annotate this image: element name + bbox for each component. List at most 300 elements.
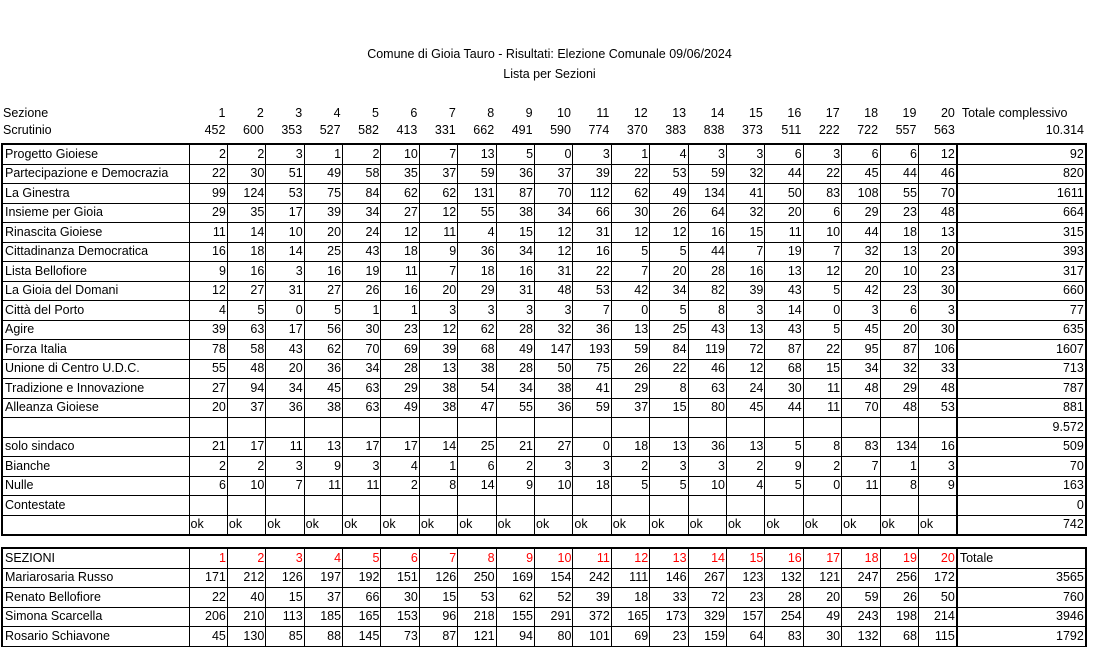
- cell-value: 12: [419, 320, 457, 340]
- section-number: 14: [710, 106, 725, 120]
- cell-value: 6: [803, 203, 841, 223]
- cell-value: 13: [765, 262, 803, 282]
- cell-value: 62: [611, 184, 649, 204]
- cell-value: 10: [803, 223, 841, 243]
- cell-value: [842, 496, 880, 516]
- section-number: 13: [650, 548, 688, 568]
- cell-value: 45: [189, 627, 227, 647]
- cell-value: 29: [458, 281, 496, 301]
- row-total: 660: [957, 281, 1086, 301]
- row-total: 760: [957, 588, 1086, 608]
- check-ok: ok: [343, 515, 381, 535]
- cell-value: 20: [650, 262, 688, 282]
- cell-value: 73: [381, 627, 419, 647]
- cell-value: 25: [650, 320, 688, 340]
- cell-value: 70: [918, 184, 956, 204]
- section-number: 1: [218, 106, 226, 120]
- cell-value: 46: [918, 164, 956, 184]
- cell-value: 39: [573, 164, 611, 184]
- cell-value: 12: [803, 262, 841, 282]
- section-number: 8: [487, 106, 495, 120]
- row-total: 315: [957, 223, 1086, 243]
- cell-value: 48: [842, 379, 880, 399]
- cell-value: 34: [496, 379, 534, 399]
- list-row: [2, 398, 1086, 418]
- cell-value: 49: [803, 607, 841, 627]
- check-ok: ok: [611, 515, 649, 535]
- cell-value: 82: [688, 281, 726, 301]
- cell-value: 38: [419, 379, 457, 399]
- cell-value: 7: [419, 144, 457, 164]
- cell-value: 30: [343, 320, 381, 340]
- cell-value: 112: [573, 184, 611, 204]
- section-number: 15: [748, 106, 763, 120]
- cell-value: 3: [573, 144, 611, 164]
- cell-value: 8: [419, 476, 457, 496]
- cell-value: 26: [611, 359, 649, 379]
- cell-value: 84: [343, 184, 381, 204]
- cell-value: 2: [496, 457, 534, 477]
- cell-value: 56: [304, 320, 342, 340]
- cell-value: 4: [189, 301, 227, 321]
- cell-value: 16: [381, 281, 419, 301]
- cell-value: 14: [266, 242, 304, 262]
- cell-value: 43: [688, 320, 726, 340]
- cell-value: 2: [227, 144, 265, 164]
- section-number: 11: [573, 548, 611, 568]
- cell-value: 12: [419, 203, 457, 223]
- row-label: La Ginestra: [2, 184, 189, 204]
- cell-value: 53: [266, 184, 304, 204]
- scrutinio-value: 600: [242, 123, 264, 137]
- empty-cell: [2, 418, 189, 438]
- cell-value: 63: [688, 379, 726, 399]
- row-total: 787: [957, 379, 1086, 399]
- cell-value: 2: [189, 144, 227, 164]
- cell-value: 10: [266, 223, 304, 243]
- check-ok: ok: [189, 515, 227, 535]
- list-row: [2, 184, 1086, 204]
- cell-value: 34: [496, 242, 534, 262]
- cell-value: 39: [573, 588, 611, 608]
- row-total: 3946: [957, 607, 1086, 627]
- cell-value: [381, 496, 419, 516]
- cell-value: [189, 496, 227, 516]
- row-label: Insieme per Gioia: [2, 203, 189, 223]
- cell-value: 43: [765, 320, 803, 340]
- cell-value: 58: [227, 340, 265, 360]
- cell-value: 13: [458, 144, 496, 164]
- empty-cell: [304, 418, 342, 438]
- list-row: [2, 223, 1086, 243]
- cell-value: 68: [765, 359, 803, 379]
- cell-value: 7: [611, 262, 649, 282]
- cell-value: 16: [496, 262, 534, 282]
- scrutinio-value: 383: [665, 123, 687, 137]
- cell-value: 11: [189, 223, 227, 243]
- row-label: Progetto Gioiese: [2, 144, 189, 164]
- list-row: [2, 242, 1086, 262]
- cell-value: 218: [458, 607, 496, 627]
- cell-value: 6: [842, 144, 880, 164]
- cell-value: 41: [573, 379, 611, 399]
- cell-value: 2: [343, 144, 381, 164]
- row-label: Forza Italia: [2, 340, 189, 360]
- cell-value: 165: [343, 607, 381, 627]
- cell-value: 13: [650, 437, 688, 457]
- lists-results-table: [1, 143, 1087, 536]
- cell-value: 12: [535, 223, 573, 243]
- cell-value: 26: [343, 281, 381, 301]
- check-ok: ok: [381, 515, 419, 535]
- cell-value: 19: [765, 242, 803, 262]
- cell-value: 7: [266, 476, 304, 496]
- section-number: 6: [381, 548, 419, 568]
- cell-value: 70: [343, 340, 381, 360]
- cell-value: 17: [343, 437, 381, 457]
- cell-value: 87: [880, 340, 918, 360]
- cell-value: 146: [650, 568, 688, 588]
- cell-value: 13: [611, 320, 649, 340]
- cell-value: 12: [726, 359, 764, 379]
- cell-value: 35: [227, 203, 265, 223]
- cell-value: 3: [842, 301, 880, 321]
- cell-value: 87: [496, 184, 534, 204]
- cell-value: 27: [227, 281, 265, 301]
- check-ok: ok: [304, 515, 342, 535]
- cell-value: 75: [573, 359, 611, 379]
- cell-value: 39: [419, 340, 457, 360]
- lists-total: 9.572: [957, 418, 1086, 438]
- total-complessivo-label: Totale complessivo: [961, 106, 1068, 120]
- cell-value: 171: [189, 568, 227, 588]
- cell-value: 16: [227, 262, 265, 282]
- cell-value: 64: [688, 203, 726, 223]
- cell-value: 30: [381, 588, 419, 608]
- cell-value: 250: [458, 568, 496, 588]
- cell-value: 3: [726, 144, 764, 164]
- cell-value: 23: [880, 203, 918, 223]
- cell-value: 47: [458, 398, 496, 418]
- scrutinio-value: 563: [933, 123, 955, 137]
- cell-value: [611, 496, 649, 516]
- cell-value: 48: [880, 398, 918, 418]
- cell-value: 124: [227, 184, 265, 204]
- check-ok: ok: [419, 515, 457, 535]
- cell-value: 36: [688, 437, 726, 457]
- cell-value: 30: [611, 203, 649, 223]
- cell-value: 52: [535, 588, 573, 608]
- scrutinio-value: 353: [281, 123, 303, 137]
- cell-value: 87: [419, 627, 457, 647]
- scrutinio-value: 222: [818, 123, 840, 137]
- other-votes-row: [2, 496, 1086, 516]
- row-label: Agire: [2, 320, 189, 340]
- cell-value: 17: [227, 437, 265, 457]
- cell-value: 29: [189, 203, 227, 223]
- cell-value: 4: [650, 144, 688, 164]
- cell-value: 3: [918, 301, 956, 321]
- cell-value: 22: [803, 340, 841, 360]
- row-total: 393: [957, 242, 1086, 262]
- cell-value: 22: [573, 262, 611, 282]
- cell-value: 0: [573, 437, 611, 457]
- cell-value: 36: [496, 164, 534, 184]
- cell-value: 39: [189, 320, 227, 340]
- cell-value: [496, 496, 534, 516]
- sezione-header-row: [1, 105, 1085, 122]
- cell-value: 132: [765, 568, 803, 588]
- cell-value: 15: [803, 359, 841, 379]
- cell-value: 30: [803, 627, 841, 647]
- cell-value: 18: [458, 262, 496, 282]
- cell-value: 9: [419, 242, 457, 262]
- cell-value: 96: [419, 607, 457, 627]
- cell-value: 33: [918, 359, 956, 379]
- cell-value: 11: [381, 262, 419, 282]
- scrutinio-value: 452: [204, 123, 226, 137]
- check-ok: ok: [266, 515, 304, 535]
- cell-value: 7: [842, 457, 880, 477]
- cell-value: 24: [343, 223, 381, 243]
- cell-value: 3: [343, 457, 381, 477]
- cell-value: 55: [189, 359, 227, 379]
- cell-value: 62: [381, 184, 419, 204]
- cell-value: 66: [343, 588, 381, 608]
- check-row: [2, 515, 1086, 535]
- cell-value: 37: [304, 588, 342, 608]
- cell-value: 13: [726, 320, 764, 340]
- cell-value: 3: [688, 457, 726, 477]
- list-row: [2, 379, 1086, 399]
- cell-value: 5: [650, 301, 688, 321]
- cell-value: 3: [419, 301, 457, 321]
- row-label: Simona Scarcella: [2, 607, 189, 627]
- cell-value: 48: [918, 203, 956, 223]
- cell-value: 2: [189, 457, 227, 477]
- cell-value: 11: [304, 476, 342, 496]
- cell-value: 37: [227, 398, 265, 418]
- cell-value: 3: [726, 301, 764, 321]
- check-ok: ok: [765, 515, 803, 535]
- cell-value: 12: [381, 223, 419, 243]
- cell-value: 0: [611, 301, 649, 321]
- cell-value: 7: [573, 301, 611, 321]
- cell-value: 16: [726, 262, 764, 282]
- cell-value: 5: [650, 242, 688, 262]
- section-number: 17: [803, 548, 841, 568]
- section-number: 8: [458, 548, 496, 568]
- section-number: 3: [266, 548, 304, 568]
- cell-value: 13: [880, 242, 918, 262]
- cell-value: 12: [189, 281, 227, 301]
- cell-value: 22: [611, 164, 649, 184]
- cell-value: 13: [726, 437, 764, 457]
- row-label: La Gioia del Domani: [2, 281, 189, 301]
- cell-value: 13: [918, 223, 956, 243]
- candidate-row: [2, 607, 1086, 627]
- cell-value: 2: [803, 457, 841, 477]
- cell-value: 11: [765, 223, 803, 243]
- cell-value: 21: [496, 437, 534, 457]
- cell-value: 14: [419, 437, 457, 457]
- list-row: [2, 281, 1086, 301]
- cell-value: 20: [189, 398, 227, 418]
- cell-value: 32: [842, 242, 880, 262]
- cell-value: 34: [650, 281, 688, 301]
- cell-value: 106: [918, 340, 956, 360]
- cell-value: 99: [189, 184, 227, 204]
- cell-value: 83: [765, 627, 803, 647]
- cell-value: 185: [304, 607, 342, 627]
- cell-value: 6: [880, 301, 918, 321]
- cell-value: 28: [381, 359, 419, 379]
- check-ok: ok: [688, 515, 726, 535]
- cell-value: 214: [918, 607, 956, 627]
- cell-value: 4: [726, 476, 764, 496]
- cell-value: 11: [419, 223, 457, 243]
- cell-value: 44: [688, 242, 726, 262]
- cell-value: 173: [650, 607, 688, 627]
- cell-value: [266, 496, 304, 516]
- cell-value: 17: [381, 437, 419, 457]
- scrutinio-value: 557: [895, 123, 917, 137]
- cell-value: 31: [496, 281, 534, 301]
- cell-value: 23: [381, 320, 419, 340]
- cell-value: 3: [535, 301, 573, 321]
- row-total: 77: [957, 301, 1086, 321]
- empty-cell: [573, 418, 611, 438]
- cell-value: 95: [842, 340, 880, 360]
- cell-value: 2: [381, 476, 419, 496]
- scrutinio-value: 662: [473, 123, 495, 137]
- cell-value: 1: [343, 301, 381, 321]
- cell-value: 20: [918, 242, 956, 262]
- cell-value: 132: [842, 627, 880, 647]
- candidate-row: [2, 627, 1086, 647]
- cell-value: 18: [573, 476, 611, 496]
- row-label: Rosario Schiavone: [2, 627, 189, 647]
- check-ok: ok: [842, 515, 880, 535]
- cell-value: 1: [419, 457, 457, 477]
- row-total: 70: [957, 457, 1086, 477]
- cell-value: 123: [726, 568, 764, 588]
- cell-value: 68: [880, 627, 918, 647]
- cell-value: 37: [611, 398, 649, 418]
- cell-value: 5: [611, 242, 649, 262]
- cell-value: 212: [227, 568, 265, 588]
- cell-value: 7: [419, 262, 457, 282]
- check-ok: ok: [650, 515, 688, 535]
- cell-value: 11: [803, 398, 841, 418]
- row-label: Nulle: [2, 476, 189, 496]
- cell-value: 78: [189, 340, 227, 360]
- row-total: 163: [957, 476, 1086, 496]
- cell-value: 206: [189, 607, 227, 627]
- candidate-row: [2, 588, 1086, 608]
- cell-value: 22: [189, 164, 227, 184]
- cell-value: 31: [266, 281, 304, 301]
- cell-value: 34: [343, 359, 381, 379]
- cell-value: 80: [688, 398, 726, 418]
- cell-value: 29: [842, 203, 880, 223]
- cell-value: 36: [573, 320, 611, 340]
- lists-total-row: [2, 418, 1086, 438]
- section-number: 17: [825, 106, 840, 120]
- list-row: [2, 203, 1086, 223]
- cell-value: 172: [918, 568, 956, 588]
- cell-value: 134: [688, 184, 726, 204]
- cell-value: [880, 496, 918, 516]
- cell-value: 6: [765, 144, 803, 164]
- cell-value: 247: [842, 568, 880, 588]
- cell-value: 45: [304, 379, 342, 399]
- cell-value: 44: [842, 223, 880, 243]
- cell-value: 8: [880, 476, 918, 496]
- cell-value: 11: [343, 476, 381, 496]
- cell-value: 34: [266, 379, 304, 399]
- cell-value: 28: [496, 320, 534, 340]
- list-row: [2, 144, 1086, 164]
- cell-value: 46: [688, 359, 726, 379]
- cell-value: 94: [496, 627, 534, 647]
- cell-value: 0: [803, 301, 841, 321]
- scrutinio-value: 774: [588, 123, 610, 137]
- page-subtitle: Lista per Sezioni: [503, 67, 596, 81]
- check-ok: ok: [458, 515, 496, 535]
- cell-value: 147: [535, 340, 573, 360]
- cell-value: 8: [688, 301, 726, 321]
- cell-value: 20: [803, 588, 841, 608]
- section-number: 7: [419, 548, 457, 568]
- cell-value: 165: [611, 607, 649, 627]
- cell-value: 15: [266, 588, 304, 608]
- cell-value: 5: [227, 301, 265, 321]
- check-ok: ok: [496, 515, 534, 535]
- cell-value: 153: [381, 607, 419, 627]
- cell-value: 45: [726, 398, 764, 418]
- cell-value: 48: [227, 359, 265, 379]
- cell-value: 59: [842, 588, 880, 608]
- cell-value: 243: [842, 607, 880, 627]
- cell-value: 329: [688, 607, 726, 627]
- row-label: Rinascita Gioiese: [2, 223, 189, 243]
- cell-value: 16: [688, 223, 726, 243]
- cell-value: 55: [458, 203, 496, 223]
- cell-value: [650, 496, 688, 516]
- cell-value: 49: [650, 184, 688, 204]
- cell-value: 15: [496, 223, 534, 243]
- cell-value: 14: [227, 223, 265, 243]
- row-label: Lista Bellofiore: [2, 262, 189, 282]
- check-ok: ok: [726, 515, 764, 535]
- cell-value: 3: [458, 301, 496, 321]
- list-row: [2, 262, 1086, 282]
- row-label: Mariarosaria Russo: [2, 568, 189, 588]
- section-number: 5: [343, 548, 381, 568]
- cell-value: 4: [381, 457, 419, 477]
- cell-value: 44: [880, 164, 918, 184]
- cell-value: 31: [573, 223, 611, 243]
- section-number: 18: [842, 548, 880, 568]
- cell-value: 49: [381, 398, 419, 418]
- row-label: Tradizione e Innovazione: [2, 379, 189, 399]
- row-total: 3565: [957, 568, 1086, 588]
- cell-value: 44: [765, 398, 803, 418]
- cell-value: 8: [803, 437, 841, 457]
- cell-value: 9: [304, 457, 342, 477]
- cell-value: 0: [803, 476, 841, 496]
